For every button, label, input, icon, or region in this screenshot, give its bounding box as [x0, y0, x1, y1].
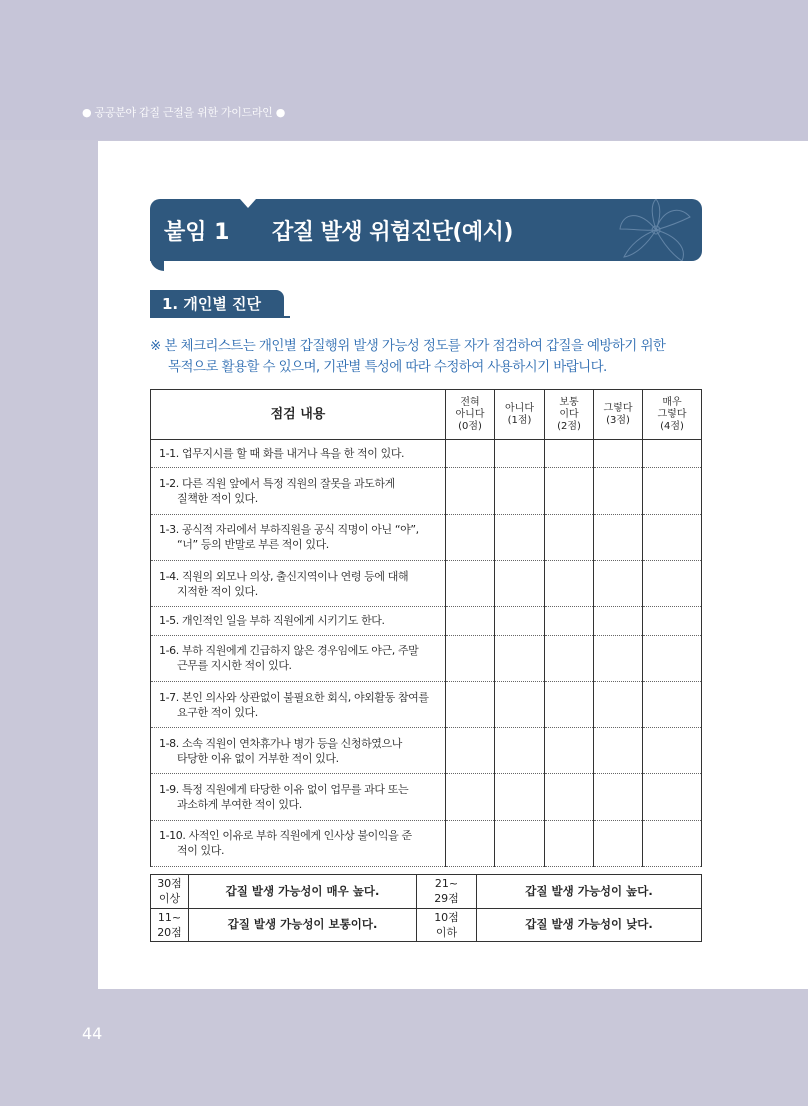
score-cell-3[interactable]: [594, 607, 643, 635]
check-item-text-cont: 질책한 적이 있다.: [177, 492, 258, 506]
table-row: [151, 468, 702, 514]
header-score-0: 전혀 아니다 (0점): [446, 390, 495, 440]
table-row: [151, 820, 702, 866]
section-tag: [150, 290, 284, 316]
legend-range: 10점 이하: [417, 908, 477, 942]
score-cell-3[interactable]: [594, 635, 643, 681]
check-item-text-cont: 근무를 지시한 적이 있다.: [177, 659, 292, 673]
check-item-text-cont: 타당한 이유 없이 거부한 적이 있다.: [177, 751, 339, 765]
score-cell-4[interactable]: [643, 728, 702, 774]
banner-notch: [240, 199, 256, 208]
score-cell-0[interactable]: [446, 820, 495, 866]
score-cell-4[interactable]: [643, 560, 702, 606]
score-cell-0[interactable]: [446, 514, 495, 560]
appendix-label: 붙임 1: [164, 220, 230, 245]
score-cell-0[interactable]: [446, 774, 495, 820]
check-item-text: 개인적인 일을 부하 직원에게 시키기도 한다.: [181, 614, 385, 628]
page-number: 44: [82, 1024, 103, 1043]
score-cell-4[interactable]: [643, 514, 702, 560]
check-item-number: 1-4.: [159, 569, 179, 583]
check-item-text-cont: 지적한 적이 있다.: [177, 584, 258, 598]
score-cell-1[interactable]: [495, 468, 545, 514]
check-item-text: 직원의 외모나 의상, 출신지역이나 연령 등에 대해: [181, 569, 409, 583]
score-cell-1[interactable]: [495, 514, 545, 560]
legend-range: 21~ 29점: [417, 875, 477, 909]
score-cell-0[interactable]: [446, 440, 495, 468]
header-score-1: 아니다 (1점): [495, 390, 545, 440]
running-head: ● 공공분야 갑질 근절을 위한 가이드라인 ●: [82, 106, 285, 119]
score-cell-2[interactable]: [545, 607, 594, 635]
table-row: [151, 681, 702, 727]
table-row: [151, 728, 702, 774]
check-item: [151, 468, 446, 514]
check-item: [151, 820, 446, 866]
header-score-3: 그렇다 (3점): [594, 390, 643, 440]
header-check-content: 점검 내용: [151, 390, 446, 440]
check-item-number: 1-7.: [159, 690, 179, 704]
flower-icon: [610, 199, 702, 261]
checklist-note: [150, 336, 710, 378]
score-cell-2[interactable]: [545, 468, 594, 514]
score-cell-0[interactable]: [446, 681, 495, 727]
check-item-number: 1-9.: [159, 783, 179, 797]
score-cell-3[interactable]: [594, 468, 643, 514]
check-item-text: 특정 직원에게 타당한 이유 없이 업무를 과다 또는: [181, 783, 409, 797]
score-cell-3[interactable]: [594, 820, 643, 866]
legend-desc: 갑질 발생 가능성이 낮다.: [477, 908, 702, 942]
score-cell-3[interactable]: [594, 560, 643, 606]
check-item-text: 사적인 이유로 부하 직원에게 인사상 불이익을 준: [188, 829, 412, 843]
header-score-2: 보통 이다 (2점): [545, 390, 594, 440]
appendix-title: 갑질 발생 위험진단(예시): [272, 220, 513, 245]
check-item-number: 1-2.: [159, 477, 179, 491]
score-cell-1[interactable]: [495, 635, 545, 681]
legend-range: 30점 이상: [151, 875, 189, 909]
score-cell-4[interactable]: [643, 774, 702, 820]
check-item: [151, 560, 446, 606]
section-title: 1. 개인별 진단: [162, 295, 262, 313]
checklist-table: [150, 389, 702, 867]
score-cell-1[interactable]: [495, 820, 545, 866]
check-item-number: 1-5.: [159, 614, 179, 628]
check-item-text: 본인 의사와 상관없이 불필요한 회식, 야외활동 참여를: [181, 690, 429, 704]
score-cell-4[interactable]: [643, 681, 702, 727]
score-cell-2[interactable]: [545, 514, 594, 560]
section-underline: [150, 316, 290, 318]
check-item-number: 1-1.: [159, 447, 179, 461]
score-cell-3[interactable]: [594, 728, 643, 774]
check-item: [151, 774, 446, 820]
note-line-1: ※ 본 체크리스트는 개인별 갑질행위 발생 가능성 정도를 자가 점검하여 갑질을 예방하기 위한: [150, 338, 666, 354]
check-item-text: 부하 직원에게 긴급하지 않은 경우임에도 야근, 주말: [181, 644, 419, 658]
score-cell-0[interactable]: [446, 728, 495, 774]
score-cell-0[interactable]: [446, 607, 495, 635]
score-legend: [150, 874, 702, 942]
table-row: [151, 440, 702, 468]
check-item-text-cont: 적이 있다.: [177, 844, 225, 858]
score-cell-0[interactable]: [446, 468, 495, 514]
check-item-number: 1-3.: [159, 523, 179, 537]
table-row: [151, 635, 702, 681]
check-item-text-cont: 요구한 적이 있다.: [177, 705, 258, 719]
score-cell-1[interactable]: [495, 440, 545, 468]
score-cell-2[interactable]: [545, 440, 594, 468]
score-cell-2[interactable]: [545, 560, 594, 606]
table-row: [151, 560, 702, 606]
check-item: [151, 728, 446, 774]
check-item-number: 1-10.: [159, 829, 186, 843]
check-item-text: 공식적 자리에서 부하직원을 공식 직명이 아닌 “야”,: [181, 523, 419, 537]
header-score-4: 매우 그렇다 (4점): [643, 390, 702, 440]
score-cell-1[interactable]: [495, 774, 545, 820]
score-cell-3[interactable]: [594, 440, 643, 468]
score-cell-3[interactable]: [594, 774, 643, 820]
score-cell-3[interactable]: [594, 514, 643, 560]
score-cell-1[interactable]: [495, 607, 545, 635]
check-item-number: 1-8.: [159, 736, 179, 750]
score-cell-2[interactable]: [545, 774, 594, 820]
score-cell-0[interactable]: [446, 635, 495, 681]
score-cell-2[interactable]: [545, 820, 594, 866]
check-item: [151, 681, 446, 727]
check-item-text-cont: 과소하게 부여한 적이 있다.: [177, 798, 302, 812]
score-cell-3[interactable]: [594, 681, 643, 727]
score-cell-4[interactable]: [643, 635, 702, 681]
table-header-row: [151, 390, 702, 440]
legend-range: 11~ 20점: [151, 908, 189, 942]
score-cell-4[interactable]: [643, 820, 702, 866]
score-cell-4[interactable]: [643, 468, 702, 514]
check-item-number: 1-6.: [159, 644, 179, 658]
check-item-text: 다른 직원 앞에서 특정 직원의 잘못을 과도하게: [181, 477, 395, 491]
score-cell-4[interactable]: [643, 440, 702, 468]
score-cell-1[interactable]: [495, 681, 545, 727]
table-row: [151, 607, 702, 635]
score-cell-2[interactable]: [545, 635, 594, 681]
table-row: [151, 514, 702, 560]
score-cell-0[interactable]: [446, 560, 495, 606]
legend-desc: 갑질 발생 가능성이 보통이다.: [189, 908, 417, 942]
score-cell-1[interactable]: [495, 560, 545, 606]
score-cell-4[interactable]: [643, 607, 702, 635]
check-item-text: 소속 직원이 연차휴가나 병가 등을 신청하였으나: [181, 736, 402, 750]
check-item: [151, 635, 446, 681]
legend-desc: 갑질 발생 가능성이 높다.: [477, 875, 702, 909]
table-row: [151, 774, 702, 820]
check-item-text-cont: “너” 등의 반말로 부른 적이 있다.: [177, 538, 329, 552]
check-item: [151, 514, 446, 560]
score-cell-1[interactable]: [495, 728, 545, 774]
legend-row: [151, 875, 702, 909]
score-cell-2[interactable]: [545, 728, 594, 774]
check-item: [151, 607, 446, 635]
legend-row: [151, 908, 702, 942]
score-cell-2[interactable]: [545, 681, 594, 727]
check-item: [151, 440, 446, 468]
legend-desc: 갑질 발생 가능성이 매우 높다.: [189, 875, 417, 909]
check-item-text: 업무지시를 할 때 화를 내거나 욕을 한 적이 있다.: [181, 447, 405, 461]
note-line-2: 목적으로 활용할 수 있으며, 기관별 특성에 따라 수정하여 사용하시기 바랍니다.: [168, 359, 607, 375]
